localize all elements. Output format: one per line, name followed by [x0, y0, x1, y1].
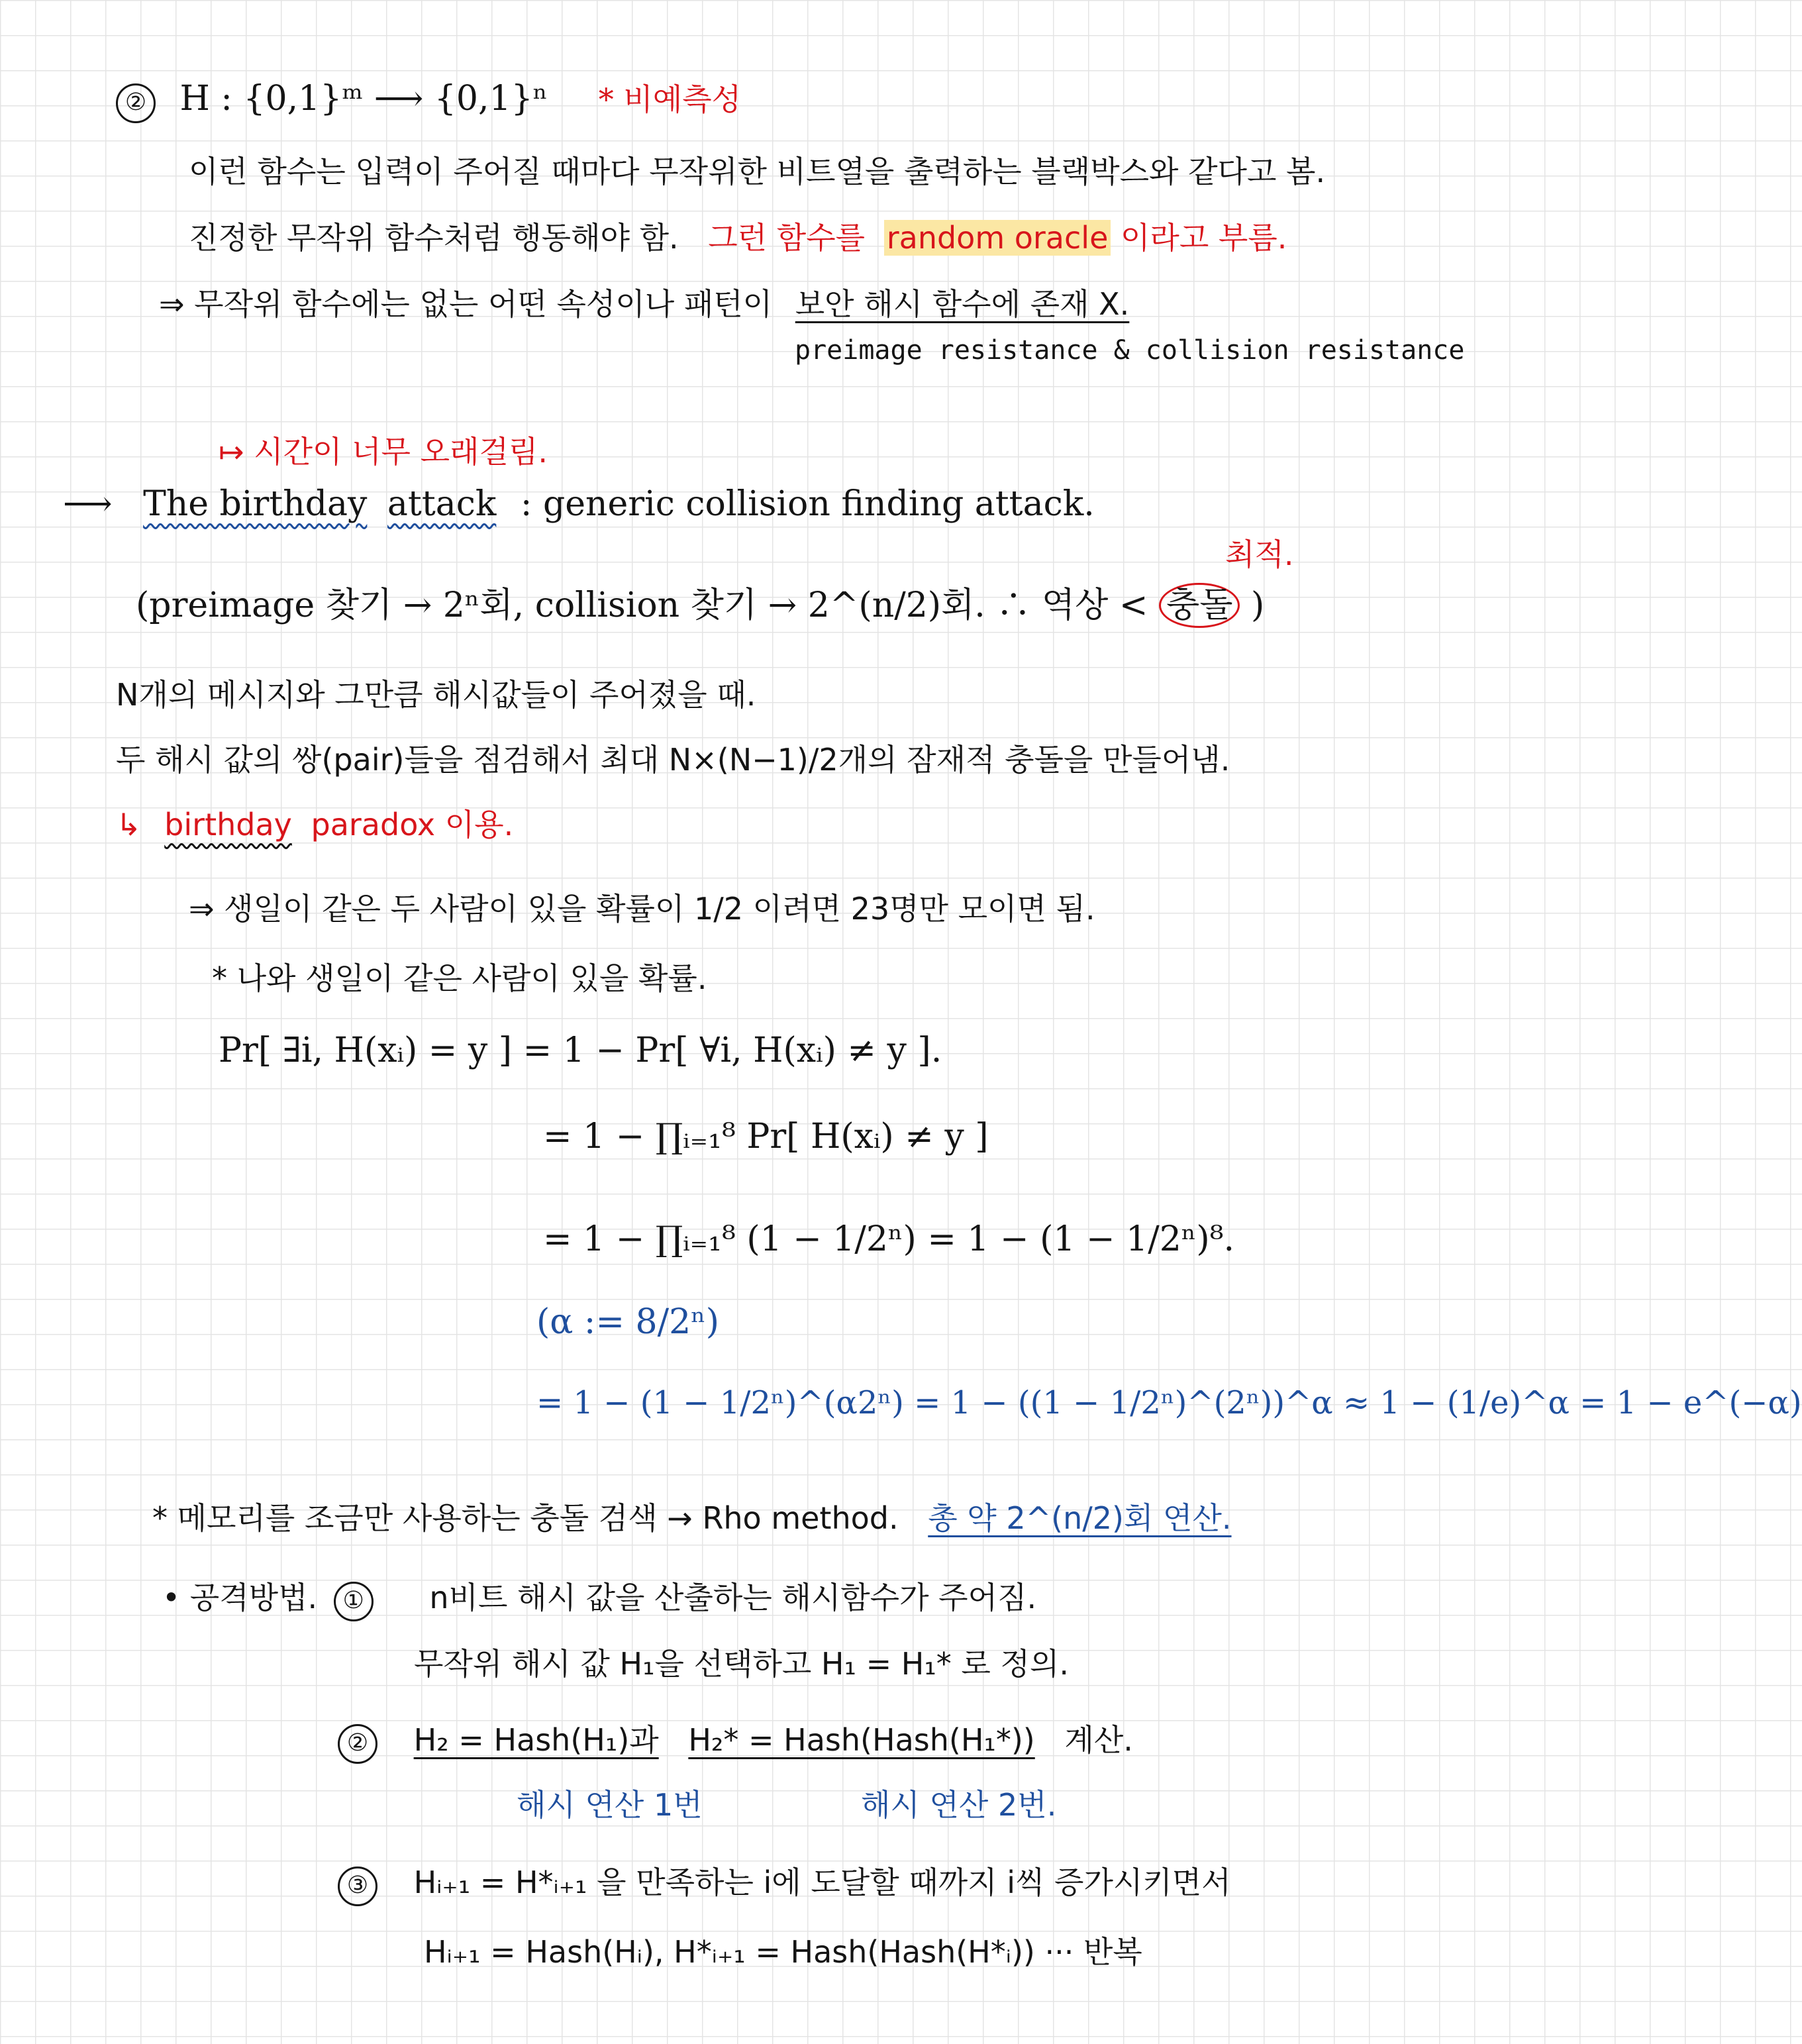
collision-circled: 충돌	[1159, 583, 1240, 628]
security-property-line	[159, 286, 1129, 323]
time-note: ↦ 시간이 너무 오래걸림.	[219, 434, 548, 470]
step-2-compute: 계산.	[1064, 1722, 1133, 1758]
secure-hash-text: 보안 해시 함수에 존재 X.	[795, 286, 1130, 322]
alpha-definition: (α := 8/2ⁿ)	[536, 1302, 720, 1342]
step-2-h2-star: H₂* = Hash(Hash(H₁*))	[688, 1722, 1035, 1758]
step-2-note-2: 해시 연산 2번.	[861, 1787, 1057, 1823]
complexity-compare	[136, 583, 1264, 628]
compare-close: )	[1251, 586, 1265, 625]
equation-3: = 1 − ∏ᵢ₌₁⁸ (1 − 1/2ⁿ) = 1 − (1 − 1/2ⁿ)⁸.	[543, 1219, 1234, 1259]
title-attack: attack	[387, 484, 497, 524]
title-birthday: The birthday	[143, 484, 368, 524]
random-oracle-term: random oracle	[884, 220, 1111, 256]
step-1-detail: 무작위 해시 값 H₁을 선택하고 H₁ = H₁* 로 정의.	[414, 1646, 1069, 1682]
resistance-note: preimage resistance & collision resistance	[795, 335, 1465, 366]
birthday-attack-title	[63, 484, 1095, 525]
paradox-arrow: ↳	[116, 807, 142, 843]
attack-method-label: • 공격방법.	[162, 1580, 318, 1615]
step-3-number: ③	[338, 1866, 377, 1906]
compare-text: (preimage 찾기 → 2ⁿ회, collision 찾기 → 2^(n/2)회. ∴ 역상 <	[136, 586, 1148, 625]
step-3-detail: Hᵢ₊₁ = Hash(Hᵢ), H*ᵢ₊₁ = Hash(Hash(H*ᵢ)) ··· 반복	[424, 1934, 1142, 1970]
rho-intro-text: * 메모리를 조금만 사용하는 충돌 검색 → Rho method.	[152, 1500, 899, 1536]
hash-function-formula: H : {0,1}ᵐ ⟶ {0,1}ⁿ	[179, 79, 548, 119]
property-text: ⇒ 무작위 함수에는 없는 어떤 속성이나 패턴이	[159, 286, 773, 322]
oracle-suffix: 이라고 부름.	[1121, 220, 1287, 256]
step-2-note-1: 해시 연산 1번	[517, 1787, 703, 1823]
paradox-use: paradox 이용.	[311, 807, 514, 843]
n-messages-line: N개의 메시지와 그만큼 해시값들이 주어졌을 때.	[116, 677, 756, 713]
paradox-birthday: birthday	[164, 807, 292, 843]
rho-total-cost: 총 약 2^(n/2)회 연산.	[928, 1500, 1232, 1536]
attack-method-heading	[162, 1580, 1036, 1621]
oracle-prefix: 그런 함수를	[708, 220, 866, 256]
step-3-text: Hᵢ₊₁ = H*ᵢ₊₁ 을 만족하는 i에 도달할 때까지 i씩 증가시키면서	[413, 1865, 1231, 1900]
title-arrow: ⟶	[63, 484, 113, 524]
section-2-header	[116, 78, 741, 123]
step-1-text: n비트 해시 값을 산출하는 해시함수가 주어짐.	[429, 1580, 1037, 1615]
true-random-text: 진정한 무작위 함수처럼 행동해야 함.	[189, 220, 679, 256]
pair-check-line: 두 해시 값의 쌍(pair)들을 점검해서 최대 N×(N−1)/2개의 잠재적 충돌을 만들어냄.	[116, 742, 1230, 778]
step-3-line	[338, 1865, 1231, 1906]
worst-label: 최적.	[1225, 537, 1294, 572]
unpredictability-note: * 비예측성	[598, 81, 742, 117]
random-oracle-line	[189, 220, 1287, 256]
rho-method-intro	[152, 1500, 1232, 1537]
step-2-h2: H₂ = Hash(H₁)과	[413, 1722, 659, 1758]
paradox-line	[116, 807, 513, 843]
section-number: ②	[116, 83, 156, 123]
equation-4: = 1 − (1 − 1/2ⁿ)^(α2ⁿ) = 1 − ((1 − 1/2ⁿ)^(2ⁿ))^α ≈ 1 − (1/e)^α = 1 − e^(−α)	[536, 1384, 1802, 1421]
step-2-line	[338, 1722, 1133, 1764]
paradox-explanation: ⇒ 생일이 같은 두 사람이 있을 확률이 1/2 이려면 23명만 모이면 됨.	[189, 891, 1095, 927]
equation-2: = 1 − ∏ᵢ₌₁⁸ Pr[ H(xᵢ) ≠ y ]	[543, 1117, 989, 1156]
step-2-number: ②	[338, 1724, 377, 1764]
title-generic: : generic collision finding attack.	[520, 484, 1095, 524]
step-1-number: ①	[334, 1582, 374, 1621]
same-birthday-note: * 나와 생일이 같은 사람이 있을 확률.	[212, 960, 707, 996]
black-box-line: 이런 함수는 입력이 주어질 때마다 무작위한 비트열을 출력하는 블랙박스와 같다고 봄.	[189, 154, 1326, 189]
equation-1: Pr[ ∃i, H(xᵢ) = y ] = 1 − Pr[ ∀i, H(xᵢ) ≠ y ].	[219, 1031, 942, 1070]
